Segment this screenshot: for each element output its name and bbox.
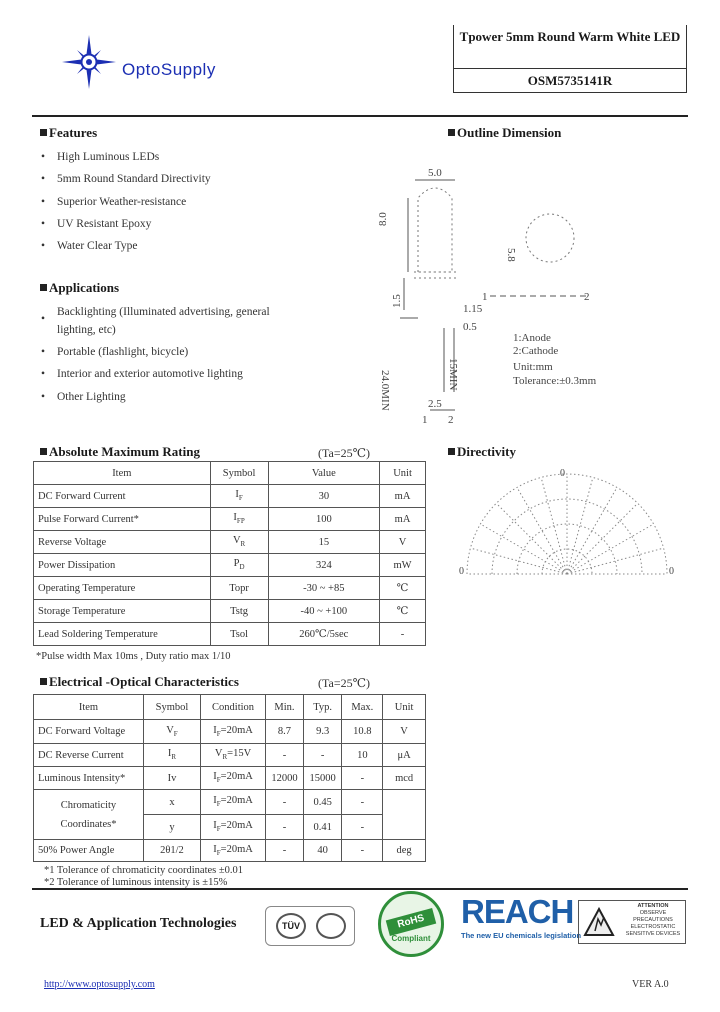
list-item: • Interior and exterior automotive lighting [36, 363, 298, 385]
legend-line: Unit:mm [513, 361, 553, 373]
pin-2: 2 [448, 414, 454, 426]
reach-logo: REACH The new EU chemicals legislation [461, 893, 582, 940]
polar-spoke [567, 503, 638, 574]
title-box [453, 25, 687, 93]
header-divider [32, 115, 688, 117]
polar-spoke [480, 524, 567, 574]
outline-heading: Outline Dimension [448, 125, 561, 141]
company-tagline: LED & Application Technologies [40, 916, 237, 931]
eo-condition: (Ta=25℃) [318, 676, 371, 690]
abs-max-condition: (Ta=25℃) [318, 446, 371, 460]
list-item: • Other Lighting [36, 386, 298, 408]
front-pin-2: 2 [584, 291, 590, 303]
dim-min-b: 15MIN [447, 358, 459, 391]
polar-spoke [567, 477, 593, 574]
list-item: • Superior Weather-resistance [36, 191, 296, 213]
website-link[interactable]: http://www.optosupply.com [44, 979, 155, 990]
angle-label-left: 0 [459, 566, 464, 577]
table-row: DC Reverse Current $I_R$ $V_R=15V$ - - 10 μA [34, 744, 426, 767]
applications-list [36, 301, 298, 408]
eo-notes: *1 Tolerance of chromaticity coordinates ±0.01 *2 Tolerance of luminous intensity is ±15% [44, 865, 244, 888]
footer-divider [32, 888, 688, 890]
directivity-chart [455, 462, 680, 587]
rohs-seal: RoHS Compliant [378, 891, 444, 957]
dim-lead-gap: 1.15 [463, 303, 483, 315]
esd-warning-icon [583, 907, 615, 937]
features-list [36, 146, 296, 257]
list-item: • 5mm Round Standard Directivity [36, 168, 296, 190]
version-label: VER A.0 [632, 979, 669, 990]
abs-max-table: Item Symbol Value Unit DC Forward Current $I_F$ 30 mA Pulse Forward Current* $I_{FP}$ 100 mA Reverse Voltage $V_R$ 15 V Power Dissipation $P_D$ 324 mW Operating Temperature Topr -30 ~ +85 ℃ Storage Temperature Tstg -40 ~ +100 ℃ Lead Soldering Temperature Tsol 260℃/5sec - [33, 461, 426, 646]
product-title: Tpower 5mm Round Warm White LED [459, 29, 681, 44]
outline-drawing [360, 160, 630, 430]
eo-table: Item Symbol Condition Min. Typ. Max. Unit DC Forward Voltage $V_F$ $I_F=20mA$ 8.7 9.3 10.8 V DC Reverse Current $I_R$ $V_R=15V$ - - 10 μA Luminous Intensity* Iv $I_F=20mA$ 12000 15000 - mcd Chromaticity Coordinates* x $I_F=20mA$ - 0.45 - y $I_F=20mA$ - 0.41 - 50% Power Angle 2θ1/2 $I_F=20mA$ - 40 - deg [33, 694, 426, 862]
table-row: Lead Soldering Temperature Tsol 260℃/5sec - [34, 623, 426, 646]
dim-min-a: 24.0MIN [379, 370, 391, 411]
dim-lead-w: 0.5 [463, 321, 477, 333]
dim-width: 5.0 [428, 167, 442, 179]
tuv-badge: TÜV [265, 906, 355, 946]
table-row: Chromaticity Coordinates* x $I_F=20mA$ - 0.45 - [34, 790, 426, 815]
dim-pitch: 2.5 [428, 398, 442, 410]
abs-max-heading: Absolute Maximum Rating [40, 444, 200, 460]
table-row: Operating Temperature Topr -30 ~ +85 ℃ [34, 577, 426, 600]
table-row: Power Dissipation $P_D$ 324 mW [34, 554, 426, 577]
table-row: DC Forward Voltage $V_F$ $I_F=20mA$ 8.7 9.3 10.8 V [34, 720, 426, 744]
list-item: • Water Clear Type [36, 235, 296, 257]
angle-label-top: 0 [560, 468, 565, 479]
polar-spoke [567, 524, 654, 574]
table-row: DC Forward Current $I_F$ 30 mA [34, 485, 426, 508]
table-row: Luminous Intensity* Iv $I_F=20mA$ 12000 15000 - mcd [34, 767, 426, 790]
brand-name: OptoSupply [122, 60, 216, 79]
features-heading: Features [40, 125, 97, 141]
table-row: y $I_F=20mA$ - 0.41 - [34, 815, 426, 840]
table-row: Storage Temperature Tstg -40 ~ +100 ℃ [34, 600, 426, 623]
pin-1: 1 [422, 414, 428, 426]
legend-line: 2:Cathode [513, 345, 559, 357]
directivity-heading: Directivity [448, 444, 516, 460]
legend-line: Tolerance:±0.3mm [513, 375, 597, 387]
list-item: • High Luminous LEDs [36, 146, 296, 168]
list-item: • Backlighting (Illuminated advertising, general lighting, etc) [36, 301, 298, 341]
dim-height: 8.0 [377, 212, 389, 226]
front-pin-1: 1 [482, 291, 488, 303]
angle-label-right: 0 [669, 566, 674, 577]
polar-spoke [496, 503, 567, 574]
list-item: • UV Resistant Epoxy [36, 213, 296, 235]
abs-max-note: *Pulse width Max 10ms , Duty ratio max 1/10 [36, 651, 231, 662]
dim-lead: 1.5 [391, 294, 403, 308]
polar-spoke [567, 548, 664, 574]
part-number: OSM5735141R [527, 73, 613, 88]
list-item: • Portable (flashlight, bicycle) [36, 341, 298, 363]
legend-line: 1:Anode [513, 332, 551, 344]
table-row: Pulse Forward Current* $I_{FP}$ 100 mA [34, 508, 426, 531]
eo-heading: Electrical -Optical Characteristics [40, 674, 239, 690]
esd-warning: ATTENTION OBSERVE PRECAUTIONS ELECTROSTATIC SENSITIVE DEVICES [578, 900, 686, 944]
dim-dia: 5.8 [505, 248, 517, 262]
table-row: 50% Power Angle 2θ1/2 $I_F=20mA$ - 40 - deg [34, 840, 426, 862]
table-row: Reverse Voltage $V_R$ 15 V [34, 531, 426, 554]
applications-heading: Applications [40, 280, 119, 296]
